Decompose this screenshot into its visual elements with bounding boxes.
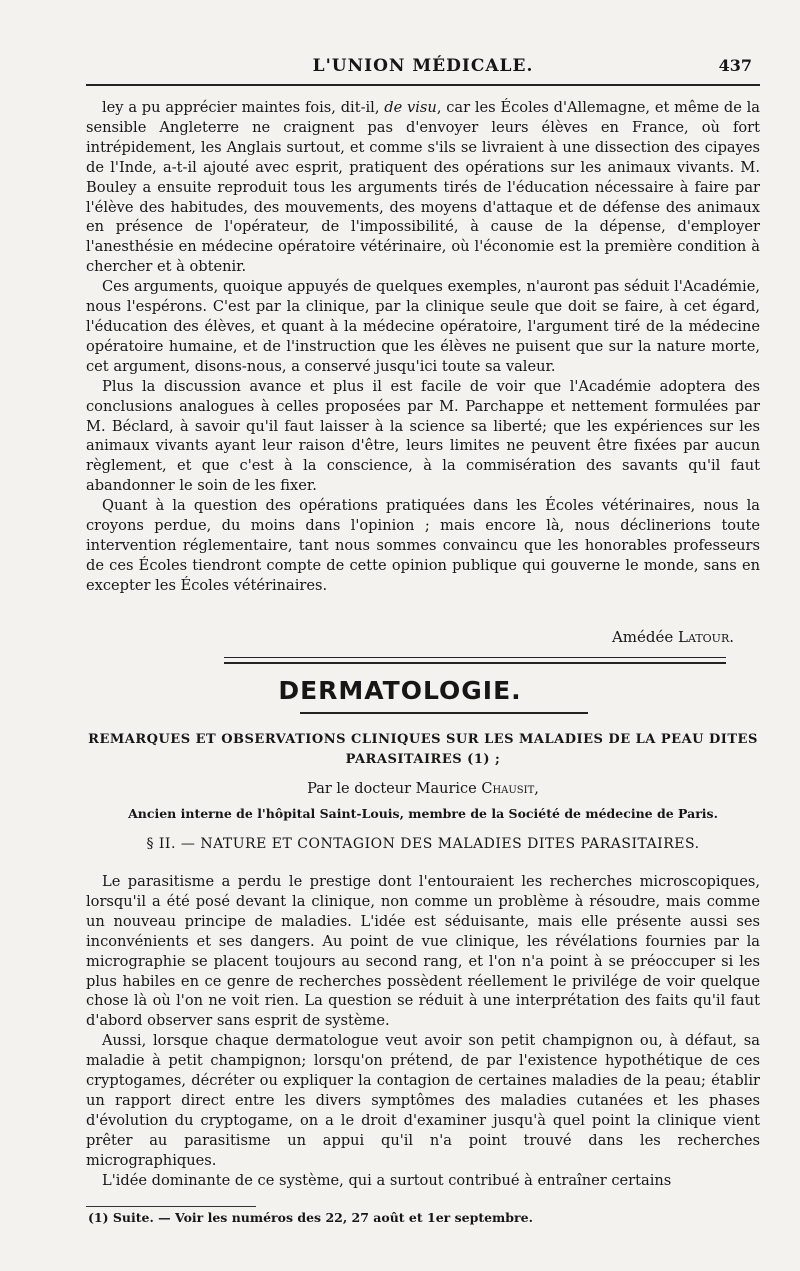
paragraph (86, 277, 760, 377)
section-title: DERMATOLOGIE. (278, 676, 522, 705)
paragraph-text: L'idée dominante de ce système, qui a surtout contribué à entraîner certains (102, 1171, 672, 1189)
footnote: (1) Suite. — Voir les numéros des 22, 27 août et 1er septembre. (88, 1210, 533, 1225)
paragraph-text: Le parasitisme a perdu le prestige dont l'entouraient les recherches microscopiques, lorsqu'il a été posé devant la clinique, non comme un problème à résoudre, mais comme un nouveau principe de maladies. L'idée est séduisante, mais elle présente aussi ses inconvénients et ses dangers. Au point de vue clinique, les révélations fournies par la micrographie se placent toujours au second rang, et l'on n'a point à se préoccuper si les plus habiles en ce genre de recherches possèdent réellement le privilége de voir quelque chose là où l'on ne voit rien. La question se réduit à une interprétation des faits qu'il faut d'abord observer sans esprit de système. (86, 873, 760, 1030)
top-article-continuation (86, 98, 760, 596)
paragraph-text: , car les Écoles d'Allemagne, et même de la sensible Angleterre ne craignent pas d'envoyer leurs élèves en France, où fort intrépidement, les Anglais surtout, et comme s'ils se livraient à une dissection des cipayes de l'Inde, a-t-il ajouté avec esprit, pratiquent des opérations sur les animaux vivants. M. Bouley a ensuite reproduit tous les arguments tirés de l'éducation nécessaire à faire par l'élève des habitudes, des mouvements, des moyens d'attaque et de défense des animaux en présence de l'opérateur, de l'impossibilité, à cause de la dépense, d'employer l'anesthésie en médecine opératoire vétérinaire, où l'économie est la première condition à chercher et à obtenir. (86, 99, 760, 276)
article-body (86, 872, 760, 1191)
paragraph (86, 872, 760, 1031)
signature (612, 628, 734, 646)
page-header (86, 50, 760, 80)
byline (86, 781, 760, 797)
paragraph-text: Aussi, lorsque chaque dermatologue veut avoir son petit champignon ou, à défaut, sa maladie à petit champignon; lorsqu'on prétend, de par l'existence hypothétique de ces cryptogames, décréter ou expliquer la contagion de certaines maladies de la peau; établir un rapport direct entre les divers symptômes des maladies cutanées et les phases d'évolution du cryptogame, on a le droit d'examiner jusqu'à quel point la clinique vient prêter au parasitisme un appui qu'il n'a point trouvé dans les recherches micrographiques. (86, 1032, 760, 1169)
paragraph (86, 496, 760, 596)
footnote-rule (86, 1206, 256, 1207)
paragraph (86, 377, 760, 496)
paragraph (86, 1031, 760, 1170)
byline-prefix: Par le docteur Maurice (307, 781, 482, 797)
author-affiliation: Ancien interne de l'hôpital Saint-Louis, membre de la Société de médecine de Paris. (128, 806, 718, 821)
emphasis-text: de visu (384, 99, 437, 116)
paragraph (86, 1171, 760, 1191)
signature-first-name: Amédée (611, 628, 679, 646)
subsection-heading: § II. — NATURE ET CONTAGION DES MALADIES DITES PARASITAIRES. (146, 836, 700, 852)
signature-last-name: Latour. (678, 628, 734, 646)
paragraph-text: Ces arguments, quoique appuyés de quelques exemples, n'auront pas séduit l'Académie, nous l'espérons. C'est par la clinique, par la clinique seule que doit se faire, à cet égard, l'éducation des élèves, et quant à la médecine opératoire, l'argument tiré de la médecine opératoire humaine, et de l'instruction que les élèves ne puisent que sur la nature morte, cet argument, disons-nous, a conservé jusqu'ici toute sa valeur. (86, 278, 760, 375)
paragraph-text: ley a pu apprécier maintes fois, dit-il, (102, 99, 385, 116)
header-rule (86, 84, 760, 86)
section-title-underline (300, 712, 588, 714)
page-number: 437 (718, 56, 752, 75)
paragraph (86, 98, 760, 277)
paragraph-text: Quant à la question des opérations pratiquées dans les Écoles vétérinaires, nous la croyons perdue, du moins dans l'opinion ; mais encore là, nous déclinerions toute intervention réglementaire, tant nous sommes convaincu que les honorables professeurs de ces Écoles tiendront compte de cette opinion publique qui gouverne le monde, sans en excepter les Écoles vétérinaires. (86, 497, 760, 594)
section-divider (224, 657, 726, 664)
article-title: REMARQUES ET OBSERVATIONS CLINIQUES SUR LES MALADIES DE LA PEAU DITES PARASITAIRES (1) ; (88, 732, 758, 767)
running-title: L'UNION MÉDICALE. (312, 56, 534, 76)
paragraph-text: Plus la discussion avance et plus il est facile de voir que l'Académie adoptera des conclusions analogues à celles proposées par M. Parchappe et nettement formulées par M. Béclard, à savoir qu'il faut laisser à la science sa liberté; que les expériences sur les animaux vivants ayant leur raison d'être, leurs limites ne peuvent être fixées par aucun règlement, et que c'est à la conscience, à la commisération des savants qu'il faut abandonner le soin de les fixer. (86, 377, 760, 495)
author-name: Chausit, (481, 781, 539, 797)
